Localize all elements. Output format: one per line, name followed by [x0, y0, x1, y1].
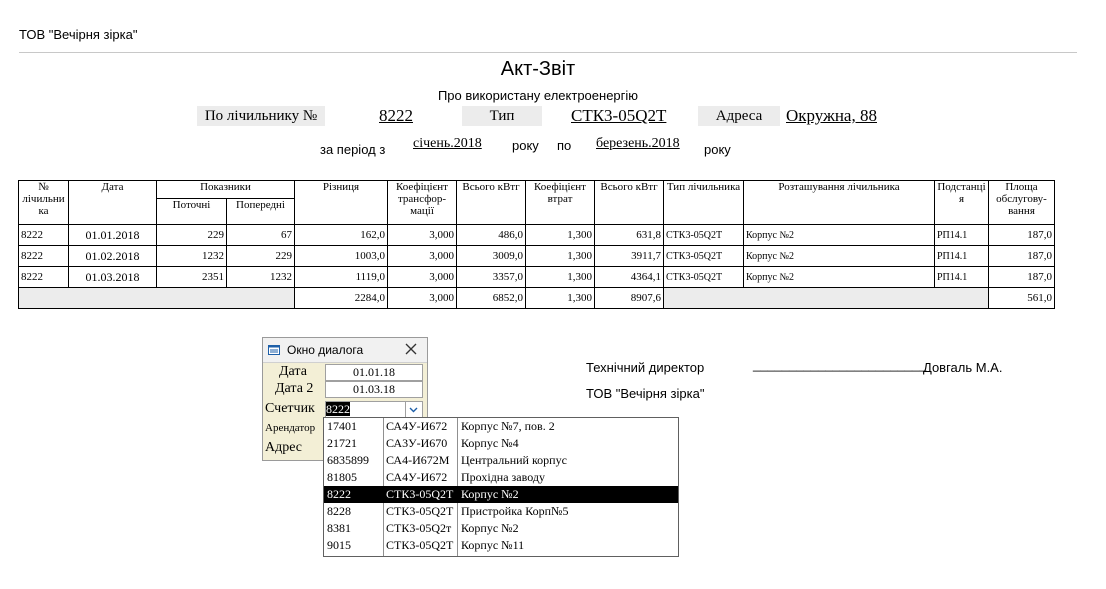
cell-coef-trans: 3,000 [388, 225, 457, 246]
type-label: Тип [462, 106, 542, 126]
item-place: Корпус №4 [461, 436, 519, 450]
cell-date: 01.01.2018 [69, 225, 157, 246]
signature-company: ТОВ "Вечірня зірка" [586, 386, 705, 401]
item-num: 8381 [327, 521, 351, 535]
cell-substation: РП14.1 [935, 267, 989, 288]
header-readings: Показники [157, 181, 295, 199]
cell-current: 229 [157, 225, 227, 246]
year-label-2: року [704, 142, 731, 157]
header-total-kwh-2: Всього кВтг [595, 181, 664, 225]
item-num: 6835899 [327, 453, 369, 467]
header-substation: Подстанці я [935, 181, 989, 225]
signature-name: Довгаль М.А. [923, 360, 1003, 375]
cell-total-2: 4364,1 [595, 267, 664, 288]
cell-date: 01.03.2018 [69, 267, 157, 288]
item-num: 8222 [327, 487, 351, 501]
meter-value: 8222 [379, 106, 413, 125]
dropdown-item[interactable] [324, 469, 678, 486]
cell-type: СТК3-05Q2T [664, 267, 744, 288]
cell-substation: РП14.1 [935, 246, 989, 267]
cell-coef-loss: 1,300 [526, 267, 595, 288]
period-label: за період з [320, 142, 386, 157]
period-to: березень.2018 [596, 136, 680, 151]
header-coef-trans: Коефіцієнт трансфор-мації [388, 181, 457, 225]
item-place: Центральний корпус [461, 453, 567, 467]
report-subtitle: Про використану електроенергію [437, 88, 639, 103]
dropdown-item[interactable] [324, 520, 678, 537]
cell-coef-loss: 1,300 [526, 246, 595, 267]
chevron-down-icon[interactable] [405, 402, 421, 417]
cell-num: 8222 [19, 225, 69, 246]
item-place: Прохідна заводу [461, 470, 545, 484]
item-place: Корпус №11 [461, 538, 525, 552]
table-row [19, 246, 1055, 267]
cell-area: 187,0 [989, 225, 1055, 246]
header-num: № лічильни ка [19, 181, 69, 225]
item-place: Корпус №7, пов. 2 [461, 419, 555, 433]
header-area: Площа обслугову-вання [989, 181, 1055, 225]
consumption-table [18, 180, 1055, 309]
cell-diff: 1003,0 [295, 246, 388, 267]
table-row [19, 225, 1055, 246]
item-type: СА4-И672М [386, 453, 450, 467]
dropdown-item[interactable] [324, 418, 678, 435]
total-kwh-2: 8907,6 [595, 288, 664, 309]
cell-coef-trans: 3,000 [388, 246, 457, 267]
item-num: 17401 [327, 419, 357, 433]
dropdown-item-selected[interactable] [324, 486, 678, 503]
cell-area: 187,0 [989, 246, 1055, 267]
signature-line: ________________________ [753, 357, 927, 372]
report-title: Акт-Звіт [500, 58, 576, 80]
dropdown-item[interactable] [324, 452, 678, 469]
item-num: 81805 [327, 470, 357, 484]
item-num: 21721 [327, 436, 357, 450]
counter-value: 8222 [326, 402, 350, 416]
date-field[interactable]: 01.01.18 [325, 364, 423, 381]
total-area: 561,0 [989, 288, 1055, 309]
item-type: СА3У-И670 [386, 436, 448, 450]
total-diff: 2284,0 [295, 288, 388, 309]
header-date: Дата [69, 181, 157, 225]
cell-date: 01.02.2018 [69, 246, 157, 267]
dropdown-item[interactable] [324, 503, 678, 520]
counter-dropdown-list[interactable] [323, 417, 679, 557]
address-field-label: Адрес [265, 440, 303, 455]
cell-current: 1232 [157, 246, 227, 267]
company-name: ТОВ "Вечірня зірка" [19, 27, 138, 42]
item-num: 8228 [327, 504, 351, 518]
cell-previous: 229 [227, 246, 295, 267]
cell-previous: 67 [227, 225, 295, 246]
cell-total: 3009,0 [457, 246, 526, 267]
dropdown-item[interactable] [324, 435, 678, 452]
item-type: СТК3-05Q2T [386, 487, 454, 501]
address-value: Окружна, 88 [786, 106, 877, 125]
meter-label: По лічильнику № [197, 106, 325, 126]
dialog-title: Окно диалога [287, 343, 364, 357]
year-label-1: року [512, 138, 539, 153]
item-place: Корпус №2 [461, 521, 519, 535]
header-coef-loss: Коефіцієнт втрат [526, 181, 595, 225]
table-row [19, 267, 1055, 288]
item-num: 9015 [327, 538, 351, 552]
address-label: Адреса [698, 106, 780, 126]
type-value: СТК3-05Q2T [571, 106, 667, 125]
to-label: по [557, 138, 572, 153]
tenant-label: Арендатор [265, 422, 316, 434]
cell-location: Корпус №2 [744, 225, 935, 246]
cell-type: СТК3-05Q2T [664, 246, 744, 267]
date-label: Дата [279, 364, 307, 379]
cell-substation: РП14.1 [935, 225, 989, 246]
total-coef-trans: 3,000 [388, 288, 457, 309]
form-icon [268, 344, 280, 354]
item-type: СТК3-05Q2т [386, 521, 452, 535]
header-location: Розташування лічильника [744, 181, 935, 225]
cell-total-2: 631,8 [595, 225, 664, 246]
header-diff: Різниця [295, 181, 388, 225]
signature-position: Технічний директор [586, 360, 705, 375]
item-place: Пристройка Корп№5 [461, 504, 569, 518]
cell-total: 486,0 [457, 225, 526, 246]
cell-type: СТК3-05Q2T [664, 225, 744, 246]
item-type: СА4У-И672 [386, 419, 448, 433]
item-type: СТК3-05Q2T [386, 538, 454, 552]
total-kwh: 6852,0 [457, 288, 526, 309]
header-previous: Попередні [227, 199, 295, 225]
cell-location: Корпус №2 [744, 246, 935, 267]
dialog-titlebar[interactable] [263, 338, 427, 363]
cell-area: 187,0 [989, 267, 1055, 288]
period-from: січень.2018 [413, 136, 482, 151]
counter-combobox[interactable] [325, 401, 423, 418]
item-type: СА4У-И672 [386, 470, 448, 484]
header-current: Поточні [157, 199, 227, 225]
cell-diff: 1119,0 [295, 267, 388, 288]
counter-label: Счетчик [265, 401, 315, 416]
cell-previous: 1232 [227, 267, 295, 288]
cell-num: 8222 [19, 267, 69, 288]
cell-coef-loss: 1,300 [526, 225, 595, 246]
cell-diff: 162,0 [295, 225, 388, 246]
totals-spacer [19, 288, 295, 309]
date2-label: Дата 2 [275, 381, 314, 396]
cell-coef-trans: 3,000 [388, 267, 457, 288]
cell-total-2: 3911,7 [595, 246, 664, 267]
totals-spacer-2 [664, 288, 989, 309]
totals-row [19, 288, 1055, 309]
close-icon[interactable] [404, 342, 418, 356]
total-coef-loss: 1,300 [526, 288, 595, 309]
cell-total: 3357,0 [457, 267, 526, 288]
date2-field[interactable]: 01.03.18 [325, 381, 423, 398]
header-meter-type: Тип лічильника [664, 181, 744, 225]
header-divider [19, 52, 1077, 53]
dropdown-item[interactable] [324, 537, 678, 554]
cell-num: 8222 [19, 246, 69, 267]
item-type: СТК3-05Q2T [386, 504, 454, 518]
cell-location: Корпус №2 [744, 267, 935, 288]
header-total-kwh: Всього кВтг [457, 181, 526, 225]
item-place: Корпус №2 [461, 487, 519, 501]
cell-current: 2351 [157, 267, 227, 288]
